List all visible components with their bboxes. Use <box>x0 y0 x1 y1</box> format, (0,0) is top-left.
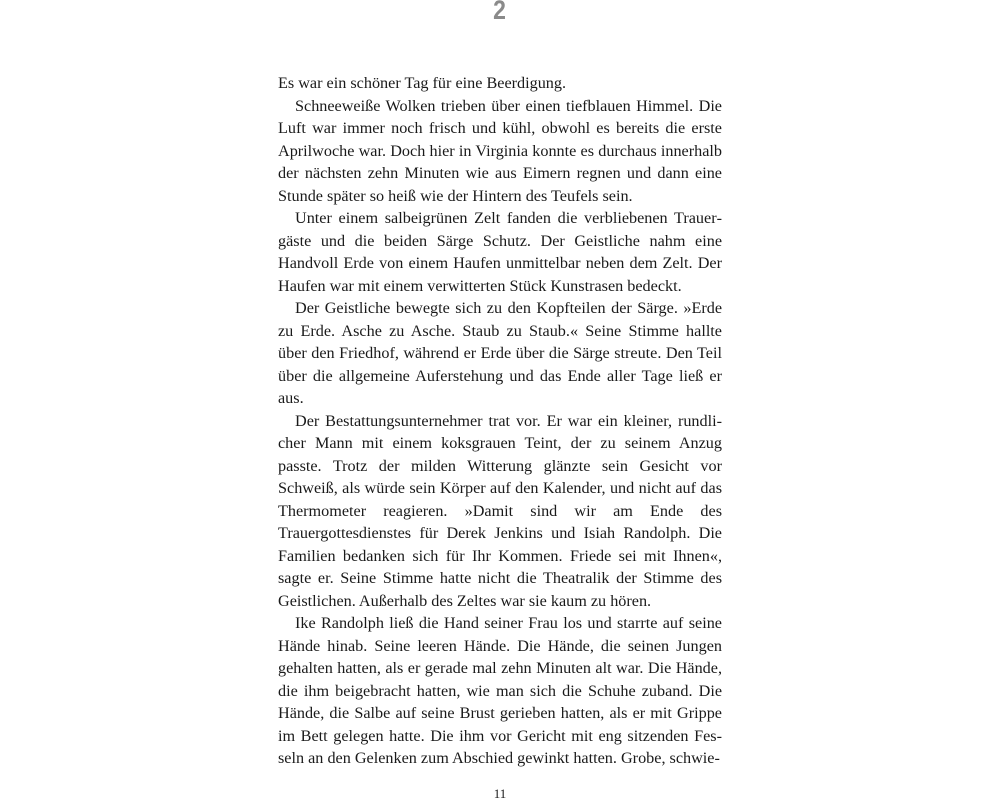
paragraph: Unter einem salbeigrünen Zelt fanden die verbliebenen Trauergäste und die beiden Särge Schutz. Der Geistliche nahm eine Handvoll Erde von einem Haufen unmittelbar neben dem Zelt. Der Haufen war mit einem verwitterten Stück Kunstrasen bedeckt. <box>278 209 722 295</box>
paragraph: Der Geistliche bewegte sich zu den Kopfteilen der Särge. »Erde zu Erde. Asche zu Asche. Staub zu Staub.« Seine Stimme hallte über den Friedhof, während er Erde über die Särge streute. Den Teil über die allgemeine Auferstehung und das Ende aller Tage ließ er aus. <box>278 299 722 407</box>
paragraph: Ike Randolph ließ die Hand seiner Frau los und starrte auf seine Hände hinab. Seine leeren Hände. Die Hände, die seinen Jungen gehalten hatten, als er gerade mal zehn Minuten alt war. Die Hände, die ihm beigebracht hatten, wie man sich die Schuhe zuband. Die Hände, die Salbe auf seine Brust gerieben hatten, als er mit Grippe im Bett gelegen hatte. Die ihm vor Gericht mit eng sitzenden Fesseln an den Gelenken zum Abschied gewinkt hatten. Grobe, schwie- <box>278 614 722 767</box>
paragraph: Schneeweiße Wolken trieben über einen tiefblauen Himmel. Die Luft war immer noch frisch und kühl, obwohl es bereits die erste Aprilwoche war. Doch hier in Virginia konnte es durchaus innerhalb der nächsten zehn Minuten wie aus Eimern regnen und dann eine Stunde später so heiß wie der Hintern des Teufels sein. <box>278 96 722 205</box>
chapter-number: 2 <box>493 0 507 25</box>
paragraph: Es war ein schöner Tag für eine Beerdigung. <box>278 74 567 92</box>
page-number: 11 <box>493 786 507 801</box>
paragraph: Der Bestattungsunternehmer trat vor. Er war ein kleiner, rundlicher Mann mit einem koksgrauen Teint, der zu seinem Anzug passte. Trotz der milden Witterung glänzte sein Gesicht vor Schweiß, als würde sein Körper auf den Kalender, und nicht auf das Thermometer reagieren. »Damit sind wir am Ende des Trauergottesdienstes für Derek Jenkins und Isiah Randolph. Die Familien bedanken sich für Ihr Kommen. Friede sei mit Ihnen«, sagte er. Seine Stimme hatte nicht die Theatralik der Stimme des Geistlichen. Außerhalb des Zeltes war sie kaum zu hören. <box>278 411 722 610</box>
body-text <box>278 72 722 770</box>
